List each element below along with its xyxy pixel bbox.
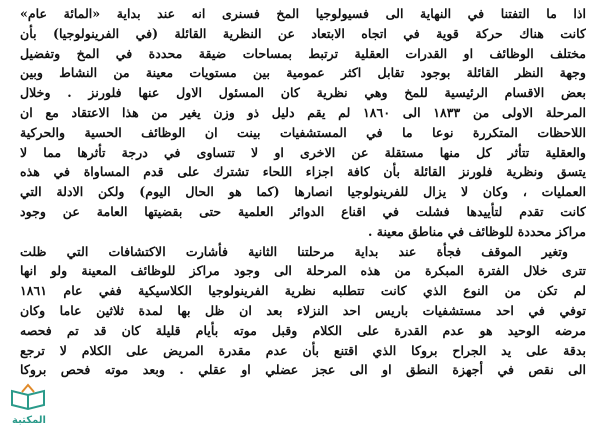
watermark-label: المكتبة — [12, 415, 46, 426]
paragraph-1 — [20, 4, 586, 242]
text-line: كانت تقدم لتأييدها فشلت في اقناع الدوائر العلمية حتى بقضيتها العامة عن وجود — [20, 203, 586, 219]
text-line: لم تكن من النوع الذي كانت تتطلبه نظرية الفرينولوجيا الكلاسيكية ففي عام ١٨٦١ — [20, 283, 586, 299]
text-line: بدقة على يد الجراح بروكا الذي اقتنع بأن عدم مقدرة المريض على الكلام لا ترجع — [20, 342, 586, 358]
text-line: مرضه الوحيد هو عدم القدرة على الكلام وقبل موته بأيام قليلة كان قد تم فحصه — [20, 322, 586, 338]
text-line: اذا ما التفتنا في النهاية الى فسيولوجيا المخ فسنرى انه عند بداية «المائة عام» — [20, 6, 586, 21]
text-line: اللاحظات المتكررة نوعا ما في المستشفيات بينت ان الوظائف الحسية والحركية — [20, 124, 586, 140]
text-line: بعض الاقسام الرئيسية للمخ وهي نظرية كان المسئول الاول عنها فلورنز . وخلال — [20, 85, 586, 101]
book-icon — [8, 383, 48, 413]
text-line: والعقلية تتأثر كل منها مستقلة عن الاخرى او لا تتساوى في درجة تأثرها مما لا — [20, 144, 586, 160]
text-line: المرحلة الاولى من ١٨٣٣ الى ١٨٦٠ لم يقم دليل ذو وزن يغير من هذا الاعتقاد مع ان — [20, 104, 586, 120]
text-line: وجهة النظر القائلة بوجود تقابل اكثر عمومية بين مستويات معينة من النشاط وبين — [20, 65, 586, 81]
text-line: العمليات ، وكان لا يزال للفرينولوجيا انصارها (كما هو الحال اليوم) ولكن الادلة التي — [20, 184, 586, 200]
paragraph-2 — [20, 242, 586, 381]
text-line: وتغير الموقف فجأة عند بداية مرحلتنا الثانية فأشارت الاكتشافات التي ظلت — [20, 243, 568, 259]
text-line: مراكز محددة للوظائف في مناطق معينة . — [367, 223, 586, 239]
library-watermark — [0, 383, 56, 429]
text-line: كانت هناك حركة قوية في اتجاه الابتعاد عن النظرية القائلة (في الفرينولوجيا) بأن — [20, 25, 586, 41]
text-line: يتسق ونظرية فلورنز القائلة بأن كافة اجزاء اللحاء تشترك على قدم المساواة في هذه — [20, 164, 586, 180]
text-line: مختلف الوظائف او القدرات العقلية ترتبط بمساحات ضيقة محددة في المخ وتفضيل — [20, 45, 586, 61]
text-line: تترى خلال الفترة المبكرة من هذه المرحلة الى وجود مراكز للوظائف المعينة ولو انها — [20, 263, 586, 279]
text-line: الى نقص في أجهزة النطق او الى عجز عضلي او عقلي . وبعد موته فحص بروكا — [20, 362, 586, 378]
document-page — [20, 4, 586, 424]
text-line: توفي في احد مستشفيات باريس احد النزلاء بعد ان ظل بها لمدة ثلاثين عاما وكان — [20, 302, 586, 318]
